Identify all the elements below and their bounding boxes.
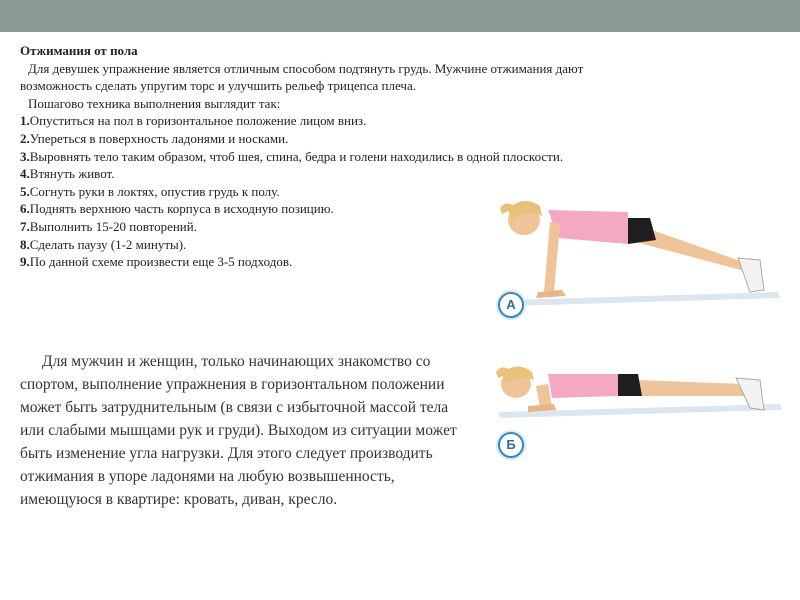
step-text: Сделать паузу (1-2 минуты).: [29, 236, 187, 252]
step-text: Поднять верхнюю часть корпуса в исходную позицию.: [29, 201, 334, 217]
figure-a-badge: А: [498, 292, 524, 318]
top-bar: [0, 0, 800, 32]
intro-paragraph: Для девушек упражнение является отличным способом подтянуть грудь. Мужчине отжимания дают возможность сделать упругим торс и улучшить рельеф трицепса плеча.: [20, 60, 584, 94]
step-number: 3.: [20, 148, 30, 164]
step-number: 5.: [20, 183, 30, 199]
pushup-illustration-b: [488, 350, 788, 460]
step-item: [20, 148, 620, 166]
step-text: Выполнить 15-20 повторений.: [29, 218, 197, 234]
step-number: 9.: [20, 254, 30, 270]
step-text: По данной схеме произвести еще 3-5 подходов.: [29, 254, 293, 270]
step-text: Втянуть живот.: [29, 166, 115, 182]
technique-intro: Пошагово техника выполнения выглядит так:: [28, 95, 281, 111]
step-number: 4.: [20, 166, 30, 182]
step-item: [20, 130, 620, 148]
step-number: 2.: [20, 130, 30, 146]
figure-b-badge: Б: [498, 432, 524, 458]
pushup-illustration-a: [488, 180, 788, 320]
step-text: Упереться в поверхность ладонями и носками.: [29, 130, 289, 146]
section-title: Отжимания от пола: [20, 43, 138, 58]
step-text: Согнуть руки в локтях, опустив грудь к полу.: [29, 183, 280, 199]
step-number: 6.: [20, 201, 30, 217]
step-number: 8.: [20, 236, 30, 252]
step-text: Выровнять тело таким образом, чтоб шея, спина, бедра и голени находились в одной плоскости.: [29, 148, 564, 164]
step-text: Опуститься на пол в горизонтальное положение лицом вниз.: [29, 113, 367, 129]
note-paragraph: Для мужчин и женщин, только начинающих знакомство со спортом, выполнение упражнения в горизонтальном положении может быть затруднительным (в связи с избыточной массой тела или слабыми мышцами рук и груди). Выходом из ситуации может быть изменение угла нагрузки. Для этого следует производить отжимания в упоре ладонями на любую возвышенность, имеющуюся в квартире: кровать, диван, кресло.: [20, 353, 457, 508]
step-number: 7.: [20, 218, 30, 234]
step-item: [20, 112, 620, 130]
step-number: 1.: [20, 113, 30, 129]
